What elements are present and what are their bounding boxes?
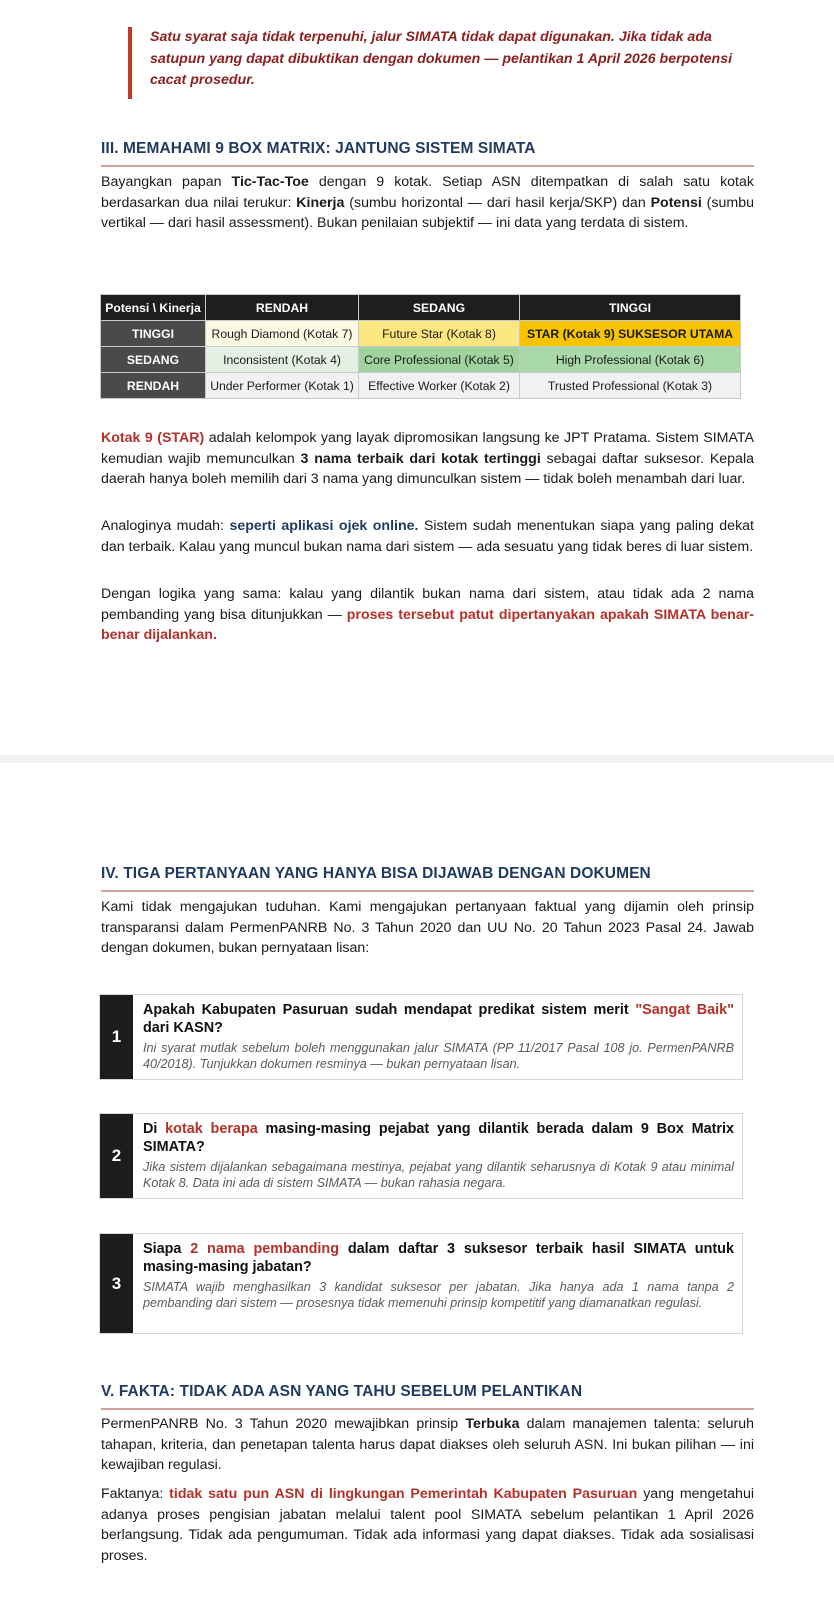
- section-3-para-1: [101, 428, 754, 490]
- warning-quote: [128, 27, 760, 99]
- section-3-underline: [101, 165, 754, 167]
- text: masing-masing pejabat yang dilantik berada dalam 9 Box Matrix SIMATA?: [143, 1121, 734, 1155]
- bold-term: Tic-Tac-Toe: [231, 174, 309, 190]
- text: Faktanya:: [101, 1486, 170, 1502]
- header-tinggi: TINGGI: [520, 295, 741, 321]
- section-3-para-2: [101, 516, 754, 557]
- text: dalam manajemen talenta: seluruh tahapan, kriteria, dan penetapan talenta harus dapat diakses oleh seluruh ASN. Ini bukan pilihan — ini kewajiban regulasi.: [101, 1416, 754, 1474]
- row-label: SEDANG: [101, 347, 206, 373]
- text: Sistem sudah menentukan siapa yang paling dekat dan terbaik. Kalau yang muncul bukan nama dari sistem — ada sesuatu yang tidak beres di luar sistem.: [101, 518, 754, 555]
- question-note: Ini syarat mutlak sebelum boleh menggunakan jalur SIMATA (PP 11/2017 Pasal 108 jo. PermenPANRB 40/2018). Tunjukkan dokumen resminya — bukan pernyataan lisan.: [143, 1041, 734, 1071]
- text: Di: [143, 1121, 166, 1137]
- question-card-2: [99, 1113, 743, 1199]
- bold-term: Potensi: [650, 194, 702, 211]
- header-corner: Potensi \ Kinerja: [101, 295, 206, 321]
- text: sebagai daftar suksesor. Kepala daerah hanya boleh memilih dari 3 nama yang dimunculkan sistem — tidak boleh menambah dari luar.: [101, 450, 754, 488]
- nine-box-matrix-table: [100, 294, 741, 399]
- highlight-red: tidak satu pun ASN di lingkungan Pemerintah Kabupaten Pasuruan: [169, 1486, 638, 1502]
- text: PermenPANRB No. 3 Tahun 2020 mewajibkan prinsip: [101, 1416, 466, 1432]
- section-3-intro: [101, 172, 754, 234]
- header-sedang: SEDANG: [359, 295, 520, 321]
- text: Apakah Kabupaten Pasuruan sudah mendapat predikat sistem merit: [143, 1002, 636, 1018]
- text: dengan 9 kotak. Setiap ASN ditempatkan di salah satu kotak berdasarkan dua nilai terukur:: [101, 174, 754, 211]
- highlight-red: Kotak 9 (STAR): [101, 430, 205, 446]
- highlight-red: proses tersebut patut dipertanyakan apakah SIMATA benar-benar dijalankan.: [101, 606, 754, 644]
- bold-term: 3 nama terbaik dari kotak tertinggi: [300, 450, 541, 467]
- box-cell-star: STAR (Kotak 9) SUKSESOR UTAMA: [520, 321, 741, 347]
- page-break-divider: [0, 755, 834, 763]
- row-label: RENDAH: [101, 373, 206, 399]
- text: adalah kelompok yang layak dipromosikan langsung ke JPT Pratama. Sistem SIMATA kemudian wajib memunculkan: [101, 430, 754, 467]
- section-4-heading: IV. TIGA PERTANYAAN YANG HANYA BISA DIJAWAB DENGAN DOKUMEN: [101, 865, 651, 882]
- highlight-red: "Sangat Baik": [635, 1002, 734, 1018]
- box-cell: Under Performer (Kotak 1): [206, 373, 359, 399]
- text: (sumbu vertikal — dari hasil assessment). Bukan penilaian subjektif — ini data yang terdata di sistem.: [101, 194, 754, 232]
- text: Dengan logika yang sama: kalau yang dilantik bukan nama dari sistem, atau tidak ada 2 nama pembanding yang bisa ditunjukkan —: [101, 586, 754, 623]
- question-card-3: [99, 1233, 743, 1334]
- header-rendah: RENDAH: [206, 295, 359, 321]
- box-cell: Trusted Professional (Kotak 3): [520, 373, 741, 399]
- question-card-1: [99, 994, 743, 1080]
- question-number: 1: [100, 995, 133, 1079]
- section-3-para-3: [101, 584, 754, 646]
- section-5-para-1: [101, 1414, 754, 1476]
- row-label: TINGGI: [101, 321, 206, 347]
- bold-term: Terbuka: [465, 1416, 520, 1432]
- section-3-heading: III. MEMAHAMI 9 BOX MATRIX: JANTUNG SISTEM SIMATA: [101, 140, 536, 157]
- question-note: SIMATA wajib menghasilkan 3 kandidat suksesor per jabatan. Jika hanya ada 1 nama tanpa 2 pembanding dari sistem — prosesnya tidak memenuhi prinsip kompetitif yang diamanatkan regulasi.: [143, 1280, 734, 1310]
- highlight-red: kotak berapa: [165, 1121, 258, 1137]
- text: dari KASN?: [143, 1020, 223, 1036]
- question-note: Jika sistem dijalankan sebagaimana mestinya, pejabat yang dilantik seharusnya di Kotak 9 atau minimal Kotak 8. Data ini ada di sistem SIMATA — bukan rahasia negara.: [143, 1160, 734, 1190]
- section-5-para-2: [101, 1484, 754, 1566]
- text: Analoginya mudah:: [101, 518, 230, 534]
- question-title: [143, 1240, 734, 1276]
- box-cell: Rough Diamond (Kotak 7): [206, 321, 359, 347]
- question-number: 2: [100, 1114, 133, 1198]
- question-title: [143, 1120, 734, 1156]
- box-cell: High Professional (Kotak 6): [520, 347, 741, 373]
- quote-accent-bar: [128, 27, 132, 99]
- highlight-red: 2 nama pembanding: [190, 1241, 339, 1257]
- question-title: [143, 1001, 734, 1037]
- box-cell: Core Professional (Kotak 5): [359, 347, 520, 373]
- section-4-intro: Kami tidak mengajukan tuduhan. Kami mengajukan pertanyaan faktual yang dijamin oleh prinsip transparansi dalam PermenPANRB No. 3 Tahun 2020 dan UU No. 20 Tahun 2023 Pasal 24. Jawab dengan dokumen, bukan pernyataan lisan:: [101, 899, 754, 957]
- box-cell: Effective Worker (Kotak 2): [359, 373, 520, 399]
- table-row: [101, 347, 741, 373]
- text: (sumbu horizontal — dari hasil kerja/SKP) dan: [344, 194, 651, 211]
- box-cell: Future Star (Kotak 8): [359, 321, 520, 347]
- section-5-heading: V. FAKTA: TIDAK ADA ASN YANG TAHU SEBELUM PELANTIKAN: [101, 1383, 583, 1400]
- highlight-navy: seperti aplikasi ojek online.: [229, 518, 419, 534]
- table-row: [101, 373, 741, 399]
- question-number: 3: [100, 1234, 133, 1333]
- quote-text: Satu syarat saja tidak terpenuhi, jalur SIMATA tidak dapat digunakan. Jika tidak ada satupun yang dapat dibuktikan dengan dokumen — pelantikan 1 April 2026 berpotensi cacat prosedur.: [150, 29, 733, 88]
- bold-term: Kinerja: [296, 194, 345, 211]
- text: Bayangkan papan: [101, 174, 232, 190]
- table-row: [101, 321, 741, 347]
- section-4-underline: [101, 890, 754, 892]
- section-5-underline: [101, 1408, 754, 1410]
- box-cell: Inconsistent (Kotak 4): [206, 347, 359, 373]
- text: dalam daftar 3 suksesor terbaik hasil SIMATA untuk masing-masing jabatan?: [143, 1241, 734, 1275]
- table-header-row: [101, 295, 741, 321]
- text: Siapa: [143, 1241, 191, 1257]
- text: yang mengetahui adanya proses pengisian jabatan melalui talent pool SIMATA sebelum pelantikan 1 April 2026 berlangsung. Tidak ada pengumuman. Tidak ada informasi yang dapat diakses. Tidak ada sosialisasi proses.: [101, 1486, 754, 1564]
